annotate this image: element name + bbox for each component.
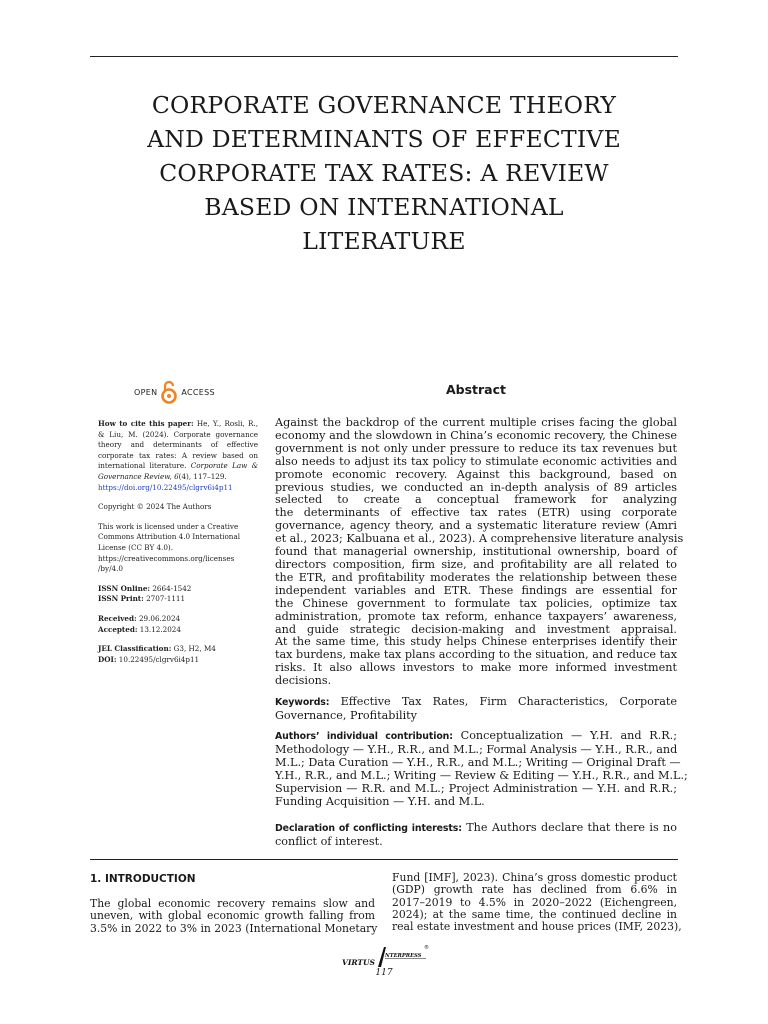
- abstract-line: et al., 2023; Kalbuana et al., 2023). A comprehensive literature analysis: [275, 532, 684, 546]
- dates-block: [98, 614, 258, 635]
- article-info-sidebar: [98, 419, 258, 674]
- received-date: 29.06.2024: [136, 613, 181, 623]
- abstract-line: tax burdens, make tax plans according to the situation, and reduce tax: [275, 648, 678, 662]
- contribution-line: Y.H., R.R., and M.L.; Writing — Review & Editing — Y.H., R.R., and M.L.;: [275, 768, 688, 782]
- declaration-text: The Authors declare that there is no: [461, 821, 677, 834]
- contribution-text: Conceptualization — Y.H. and R.R.;: [452, 729, 678, 742]
- open-access-left-text: OPEN: [134, 387, 158, 397]
- keywords-label: Keywords:: [275, 697, 330, 708]
- declaration-line: conflict of interest.: [275, 834, 383, 848]
- virtus-interpress-logo: [340, 943, 430, 969]
- jel-label: JEL Classification:: [98, 644, 172, 654]
- keywords-block: [275, 696, 677, 723]
- cite-text: He, Y., Rosli, R., & Liu, M. (2024). Corporate governance theory and determinants of effective corporate tax rates: A review based on international literature.: [98, 419, 258, 471]
- intro-line: (GDP) growth rate has declined from 6.6% in: [392, 883, 677, 897]
- title-line: CORPORATE TAX RATES: A REVIEW: [159, 159, 609, 187]
- abstract-line: directors composition, firm size, and profitability are all related to: [275, 557, 677, 571]
- accepted-label: Accepted:: [98, 624, 138, 634]
- intro-column-right: [392, 871, 682, 934]
- author-contribution-block: [275, 729, 688, 808]
- paper-title: [90, 88, 678, 258]
- title-line: BASED ON INTERNATIONAL: [204, 193, 564, 221]
- section-rule: [90, 859, 678, 860]
- intro-line: 3.5% in 2022 to 3% in 2023 (International Monetary: [90, 921, 378, 935]
- declaration-label: Declaration of conflicting interests:: [275, 823, 462, 834]
- logo-right-text: NTERPRESS: [385, 953, 422, 959]
- open-access-badge: [134, 378, 215, 406]
- license-url-cont[interactable]: /by/4.0: [98, 564, 123, 574]
- open-access-right-text: ACCESS: [181, 387, 215, 397]
- keywords-line: Governance, Profitability: [275, 708, 417, 722]
- issn-block: [98, 584, 258, 605]
- keywords-line: [275, 696, 677, 710]
- cite-label: How to cite this paper:: [98, 419, 194, 428]
- doi-value: 10.22495/clgrv6i4p11: [116, 654, 200, 664]
- contribution-label: Authors’ individual contribution:: [275, 731, 453, 742]
- intro-line: 2024); at the same time, the continued decline in: [392, 907, 677, 921]
- abstract-line: also needs to adjust its tax policy to stimulate economic activities and: [275, 454, 677, 468]
- contribution-line: M.L.; Data Curation — Y.H., R.R., and M.L.; Writing — Original Draft —: [275, 755, 681, 769]
- contribution-line: Funding Acquisition — Y.H. and M.L.: [275, 794, 485, 808]
- license-text: This work is licensed under a Creative Commons Attribution 4.0 International License (CC BY 4.0).: [98, 521, 241, 552]
- issn-online: 2664-1542: [150, 583, 192, 593]
- declaration-line: [275, 822, 677, 836]
- citation-doi-link[interactable]: https://doi.org/10.22495/clgrv6i4p11: [98, 482, 233, 492]
- abstract-line: administration, promote tax reform, enhance taxpayers’ awareness,: [275, 609, 677, 623]
- registered-mark: ®: [424, 945, 429, 951]
- abstract-line: promote economic recovery. Against this background, based on: [275, 467, 677, 481]
- abstract-line: and guide strategic decision-making and investment appraisal.: [275, 622, 677, 636]
- abstract-line: governance, agency theory, and a systematic literature review (Amri: [275, 519, 677, 533]
- abstract-line: risks. It also allows investors to make more informed investment: [275, 661, 677, 675]
- contribution-line: [275, 730, 677, 744]
- intro-line: The global economic recovery remains slow and: [90, 897, 375, 910]
- introduction-heading: 1. INTRODUCTION: [90, 873, 196, 885]
- abstract-line: Against the backdrop of the current multiple crises facing the global: [275, 416, 677, 429]
- abstract-line: found that managerial ownership, institutional ownership, board of: [275, 545, 677, 559]
- abstract-line: previous studies, we conducted an in-depth analysis of 89 articles: [275, 480, 677, 494]
- abstract-line: economy and the slowdown in China’s economic recovery, the Chinese: [275, 428, 677, 442]
- accepted-date: 13.12.2024: [137, 624, 181, 634]
- top-rule: [90, 56, 678, 57]
- issn-print-label: ISSN Print:: [98, 594, 144, 604]
- intro-line: 2017–2019 to 4.5% in 2020–2022 (Eichengreen,: [392, 895, 677, 909]
- page-number: 117: [375, 968, 393, 978]
- intro-line: Fund [IMF], 2023). China’s gross domestic product: [392, 871, 677, 884]
- abstract-line: the Chinese government to formulate tax policies, optimize tax: [275, 596, 677, 610]
- classification-block: [98, 644, 258, 665]
- cite-journal: Corporate Law & Governance Review, 6: [98, 461, 258, 481]
- abstract-line: independent variables and ETR. These findings are essential for: [275, 583, 677, 597]
- intro-line: real estate investment and house prices (IMF, 2023),: [392, 920, 682, 934]
- abstract-line: the ETR, and profitability moderates the relationship between these: [275, 570, 677, 584]
- intro-column-left: [90, 897, 378, 935]
- doi-label: DOI:: [98, 654, 117, 664]
- contribution-line: Methodology — Y.H., R.R., and M.L.; Formal Analysis — Y.H., R.R., and: [275, 742, 678, 756]
- license-url[interactable]: https://creativecommons.org/licenses: [98, 553, 235, 563]
- issn-online-label: ISSN Online:: [98, 583, 151, 593]
- abstract-line: At the same time, this study helps Chinese enterprises identify their: [275, 635, 677, 649]
- jel-codes: G3, H2, M4: [171, 644, 216, 654]
- cite-issue: (4), 117–129.: [178, 471, 227, 481]
- citation-block: [98, 419, 258, 493]
- abstract-line: decisions.: [275, 674, 332, 688]
- abstract-line: government is not only under pressure to reduce its tax revenues but: [275, 441, 677, 455]
- abstract-line: the determinants of effective tax rates (ETR) using corporate: [275, 506, 677, 520]
- issn-print: 2707-1111: [143, 594, 186, 604]
- title-line: LITERATURE: [302, 227, 466, 255]
- license-block: [98, 522, 258, 575]
- abstract-body: [275, 416, 684, 688]
- abstract-line: selected to create a conceptual framework for analyzing: [275, 493, 677, 507]
- title-line: CORPORATE GOVERNANCE THEORY: [151, 91, 617, 119]
- title-line: AND DETERMINANTS OF EFFECTIVE: [147, 125, 621, 153]
- copyright: Copyright © 2024 The Authors: [98, 502, 212, 512]
- intro-line: uneven, with global economic growth falling from: [90, 909, 375, 923]
- logo-left-text: VIRTUS: [342, 958, 375, 967]
- abstract-heading: Abstract: [445, 382, 507, 397]
- contribution-line: Supervision — R.R. and M.L.; Project Administration — Y.H. and R.R.;: [275, 781, 677, 795]
- received-label: Received:: [98, 613, 137, 623]
- open-access-lock-icon: [161, 379, 177, 405]
- conflict-declaration-block: [275, 822, 677, 849]
- keywords-text: Effective Tax Rates, Firm Characteristics, Corporate: [329, 695, 677, 708]
